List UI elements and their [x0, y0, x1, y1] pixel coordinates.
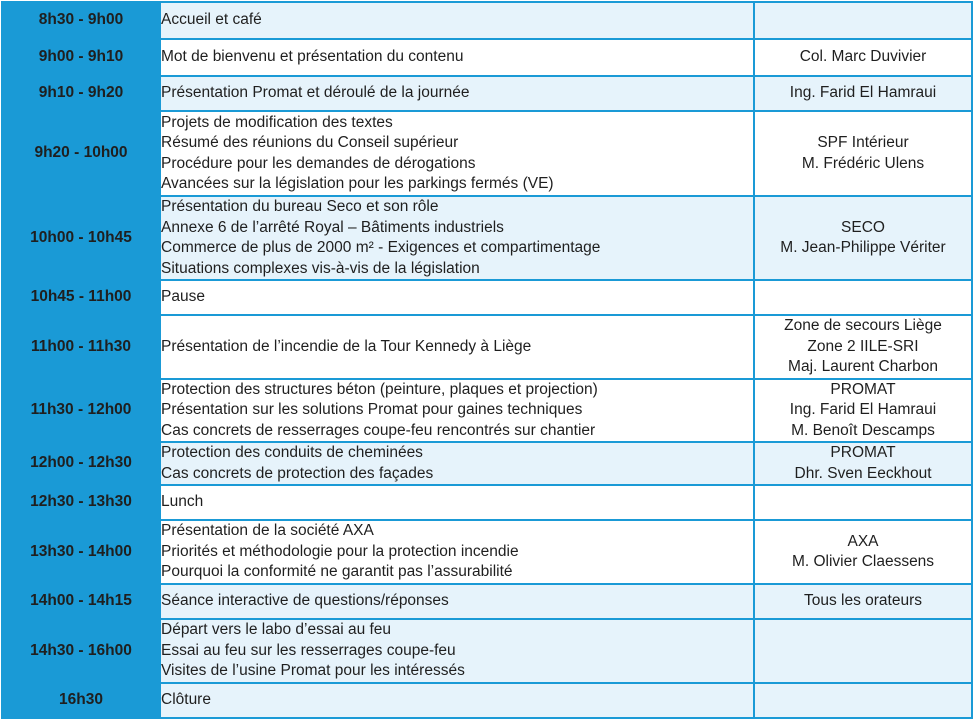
topic-line: Protection des structures béton (peinture, plaques et projection)	[161, 380, 598, 398]
session-topics	[160, 520, 754, 584]
topic-line: Annexe 6 de l’arrêté Royal – Bâtiments industriels	[161, 218, 504, 236]
speaker-line: Zone de secours Liège	[784, 317, 942, 334]
agenda-row	[2, 379, 972, 443]
topic-line: Séance interactive de questions/réponses	[161, 592, 449, 610]
agenda-row	[2, 196, 972, 280]
time-slot: 14h00 - 14h15	[2, 584, 160, 619]
topic-line: Cas concrets de protection des façades	[161, 464, 434, 482]
topic-line: Présentation du bureau Seco et son rôle	[161, 198, 439, 215]
topic-line: Clôture	[161, 690, 211, 708]
session-topics	[160, 442, 754, 485]
session-topics	[160, 485, 754, 520]
speaker-line: Col. Marc Duvivier	[799, 48, 927, 66]
time-slot: 12h30 - 13h30	[2, 485, 160, 520]
speaker-line: Ing. Farid El Hamraui	[789, 84, 937, 102]
speaker-cell	[754, 683, 972, 718]
time-slot: 9h00 - 9h10	[2, 39, 160, 76]
topic-line: Accueil et café	[161, 11, 262, 29]
session-topics	[160, 315, 754, 379]
topic-line: Mot de bienvenu et présentation du contenu	[161, 48, 464, 66]
speaker-cell	[754, 485, 972, 520]
speaker-line: PROMAT	[830, 380, 896, 398]
speaker-cell	[754, 76, 972, 111]
agenda-row	[2, 315, 972, 379]
agenda-row	[2, 442, 972, 485]
speaker-line: M. Benoît Descamps	[791, 421, 935, 439]
speaker-cell	[754, 2, 972, 39]
topic-line: Priorités et méthodologie pour la protection incendie	[161, 542, 519, 560]
agenda-row	[2, 619, 972, 683]
agenda-row	[2, 280, 972, 315]
topic-line: Présentation de la société AXA	[161, 522, 374, 540]
agenda-row	[2, 584, 972, 619]
speaker-line: Ing. Farid El Hamraui	[789, 401, 937, 418]
time-slot: 10h00 - 10h45	[2, 196, 160, 280]
time-slot: 12h00 - 12h30	[2, 442, 160, 485]
topic-line: Pause	[161, 288, 205, 306]
agenda-body	[2, 2, 972, 718]
topic-line: Pourquoi la conformité ne garantit pas l’assurabilité	[161, 563, 513, 581]
session-topics	[160, 379, 754, 443]
speaker-line: SECO	[841, 218, 885, 236]
time-slot: 13h30 - 14h00	[2, 520, 160, 584]
speaker-cell	[754, 315, 972, 379]
time-slot: 10h45 - 11h00	[2, 280, 160, 315]
agenda-row	[2, 485, 972, 520]
topic-line: Présentation de l’incendie de la Tour Kennedy à Liège	[161, 337, 532, 355]
speaker-line: M. Olivier Claessens	[791, 553, 935, 570]
session-topics	[160, 39, 754, 76]
topic-line: Essai au feu sur les resserrages coupe-feu	[161, 641, 456, 659]
topic-line: Lunch	[161, 493, 204, 511]
agenda-row	[2, 683, 972, 718]
speaker-line: SPF Intérieur	[817, 134, 909, 151]
speaker-line: Zone 2 IILE-SRI	[807, 337, 919, 355]
topic-line: Projets de modification des textes	[161, 113, 393, 131]
topic-line: Avancées sur la législation pour les parkings fermés (VE)	[161, 175, 554, 192]
topic-line: Présentation Promat et déroulé de la journée	[161, 84, 470, 102]
speaker-cell	[754, 196, 972, 280]
time-slot: 11h30 - 12h00	[2, 379, 160, 443]
time-slot: 9h20 - 10h00	[2, 111, 160, 196]
speaker-line: Dhr. Sven Eeckhout	[794, 464, 932, 482]
topic-line: Visites de l’usine Promat pour les intéressés	[161, 662, 465, 679]
speaker-cell	[754, 280, 972, 315]
speaker-cell	[754, 619, 972, 683]
agenda-row	[2, 76, 972, 111]
agenda-row	[2, 520, 972, 584]
topic-line: Présentation sur les solutions Promat pour gaines techniques	[161, 401, 583, 418]
topic-line: Départ vers le labo d’essai au feu	[161, 621, 392, 638]
agenda-row	[2, 39, 972, 76]
agenda-row	[2, 111, 972, 196]
agenda-table	[1, 1, 973, 719]
session-topics	[160, 111, 754, 196]
speaker-cell	[754, 39, 972, 76]
session-topics	[160, 619, 754, 683]
time-slot: 8h30 - 9h00	[2, 2, 160, 39]
time-slot: 11h00 - 11h30	[2, 315, 160, 379]
topic-line: Commerce de plus de 2000 m² - Exigences et compartimentage	[161, 239, 601, 256]
session-topics	[160, 196, 754, 280]
session-topics	[160, 584, 754, 619]
speaker-line: PROMAT	[830, 444, 896, 461]
topic-line: Situations complexes vis-à-vis de la législation	[161, 259, 480, 277]
agenda-row	[2, 2, 972, 39]
speaker-line: M. Jean-Philippe Vériter	[780, 239, 946, 256]
speaker-line: M. Frédéric Ulens	[801, 154, 925, 172]
speaker-cell	[754, 584, 972, 619]
speaker-line: Tous les orateurs	[803, 592, 923, 610]
topic-line: Résumé des réunions du Conseil supérieur	[161, 134, 459, 151]
speaker-line: Maj. Laurent Charbon	[788, 358, 938, 375]
topic-line: Procédure pour les demandes de dérogations	[161, 154, 476, 172]
speaker-cell	[754, 442, 972, 485]
speaker-line: AXA	[847, 532, 879, 550]
session-topics	[160, 2, 754, 39]
session-topics	[160, 280, 754, 315]
speaker-cell	[754, 111, 972, 196]
time-slot: 9h10 - 9h20	[2, 76, 160, 111]
session-topics	[160, 683, 754, 718]
topic-line: Protection des conduits de cheminées	[161, 444, 423, 461]
topic-line: Cas concrets de resserrages coupe-feu rencontrés sur chantier	[161, 421, 596, 439]
time-slot: 16h30	[2, 683, 160, 718]
time-slot: 14h30 - 16h00	[2, 619, 160, 683]
speaker-cell	[754, 520, 972, 584]
session-topics	[160, 76, 754, 111]
speaker-cell	[754, 379, 972, 443]
